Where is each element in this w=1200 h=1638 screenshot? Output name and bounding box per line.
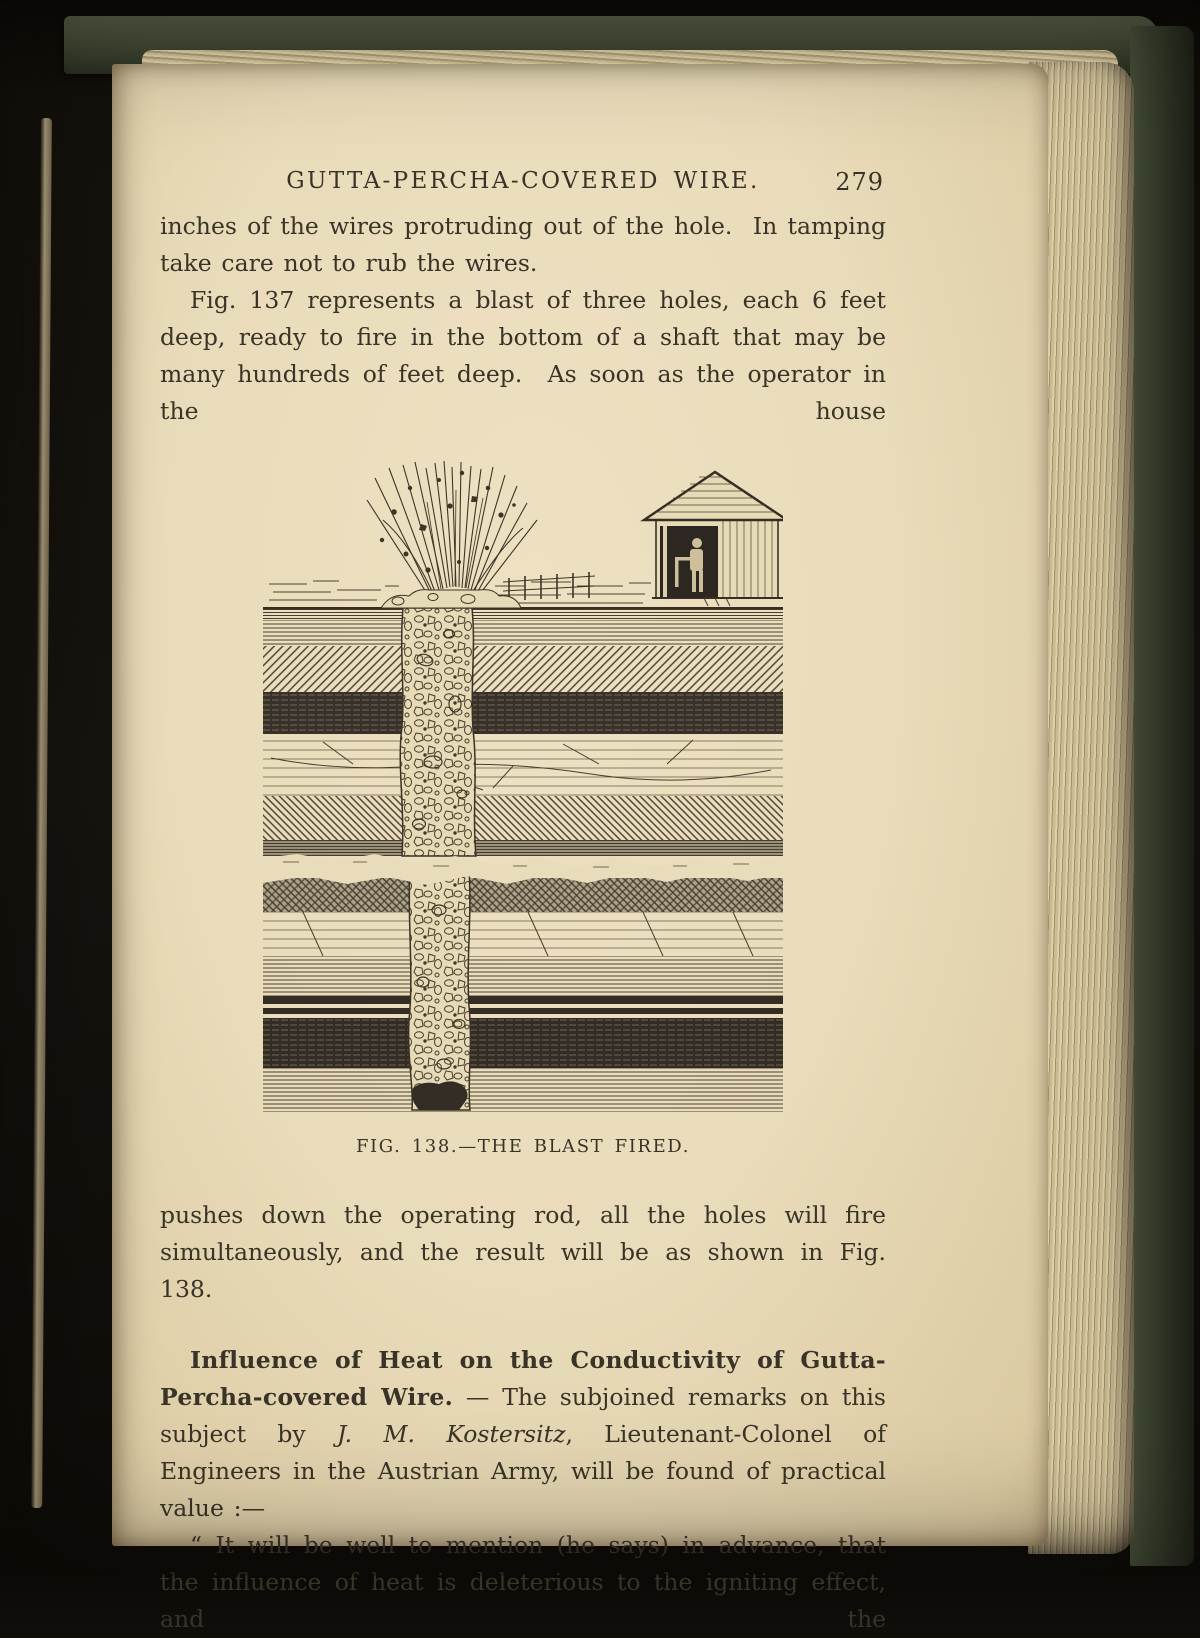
firing-house <box>644 472 783 606</box>
paragraph-result: pushes down the operating rod, all the holes will fire simultaneously, and the result will be as shown in Fig. 138. <box>160 1201 886 1303</box>
shaft-bottom-shadow <box>412 1081 468 1110</box>
section-text-tail: , Lieutenant-Colonel of Engineers in the Austrian Army, will be found of practical value :— <box>160 1420 886 1522</box>
blast-engraving <box>263 458 783 1120</box>
strata-upper <box>263 608 783 856</box>
paragraph-quote: “ It will be well to mention (he says) in advance, that the influence of heat is deleterious to the igniting effect, and the <box>160 1531 886 1633</box>
facing-page-edge <box>31 118 52 1508</box>
page-number: 279 <box>835 168 884 196</box>
paragraph-fig137: Fig. 137 represents a blast of three holes, each 6 feet deep, ready to fire in the bottom of a shaft that may be many hundreds of feet deep. As soon as the operator in the house <box>160 286 886 425</box>
author-name: J. M. Kostersitz <box>337 1420 566 1448</box>
book-page <box>112 64 1048 1633</box>
shaft-lower <box>409 866 471 1110</box>
figure-caption: FIG. 138.—THE BLAST FIRED. <box>355 1136 691 1157</box>
section-text-mid: — The subjoined remarks on this subject by <box>160 1383 886 1448</box>
shaft-upper <box>400 608 476 856</box>
blast-spray <box>367 461 537 595</box>
strata-lower <box>263 878 783 1112</box>
paragraph-influence-heat <box>160 1342 886 1527</box>
running-header <box>160 168 886 200</box>
book-cover-right-edge <box>1130 26 1194 1566</box>
paragraph-continuation: inches of the wires protruding out of the hole. In tamping take care not to rub the wires. <box>160 212 886 277</box>
figure-138 <box>263 458 783 1157</box>
running-title: GUTTA-PERCHA-COVERED WIRE. <box>286 168 760 194</box>
section-lead-bold: Influence of Heat on the Conductivity of Gutta-Percha-covered Wire. <box>160 1346 886 1411</box>
debris-mound <box>381 590 521 608</box>
page-content <box>160 64 886 1638</box>
